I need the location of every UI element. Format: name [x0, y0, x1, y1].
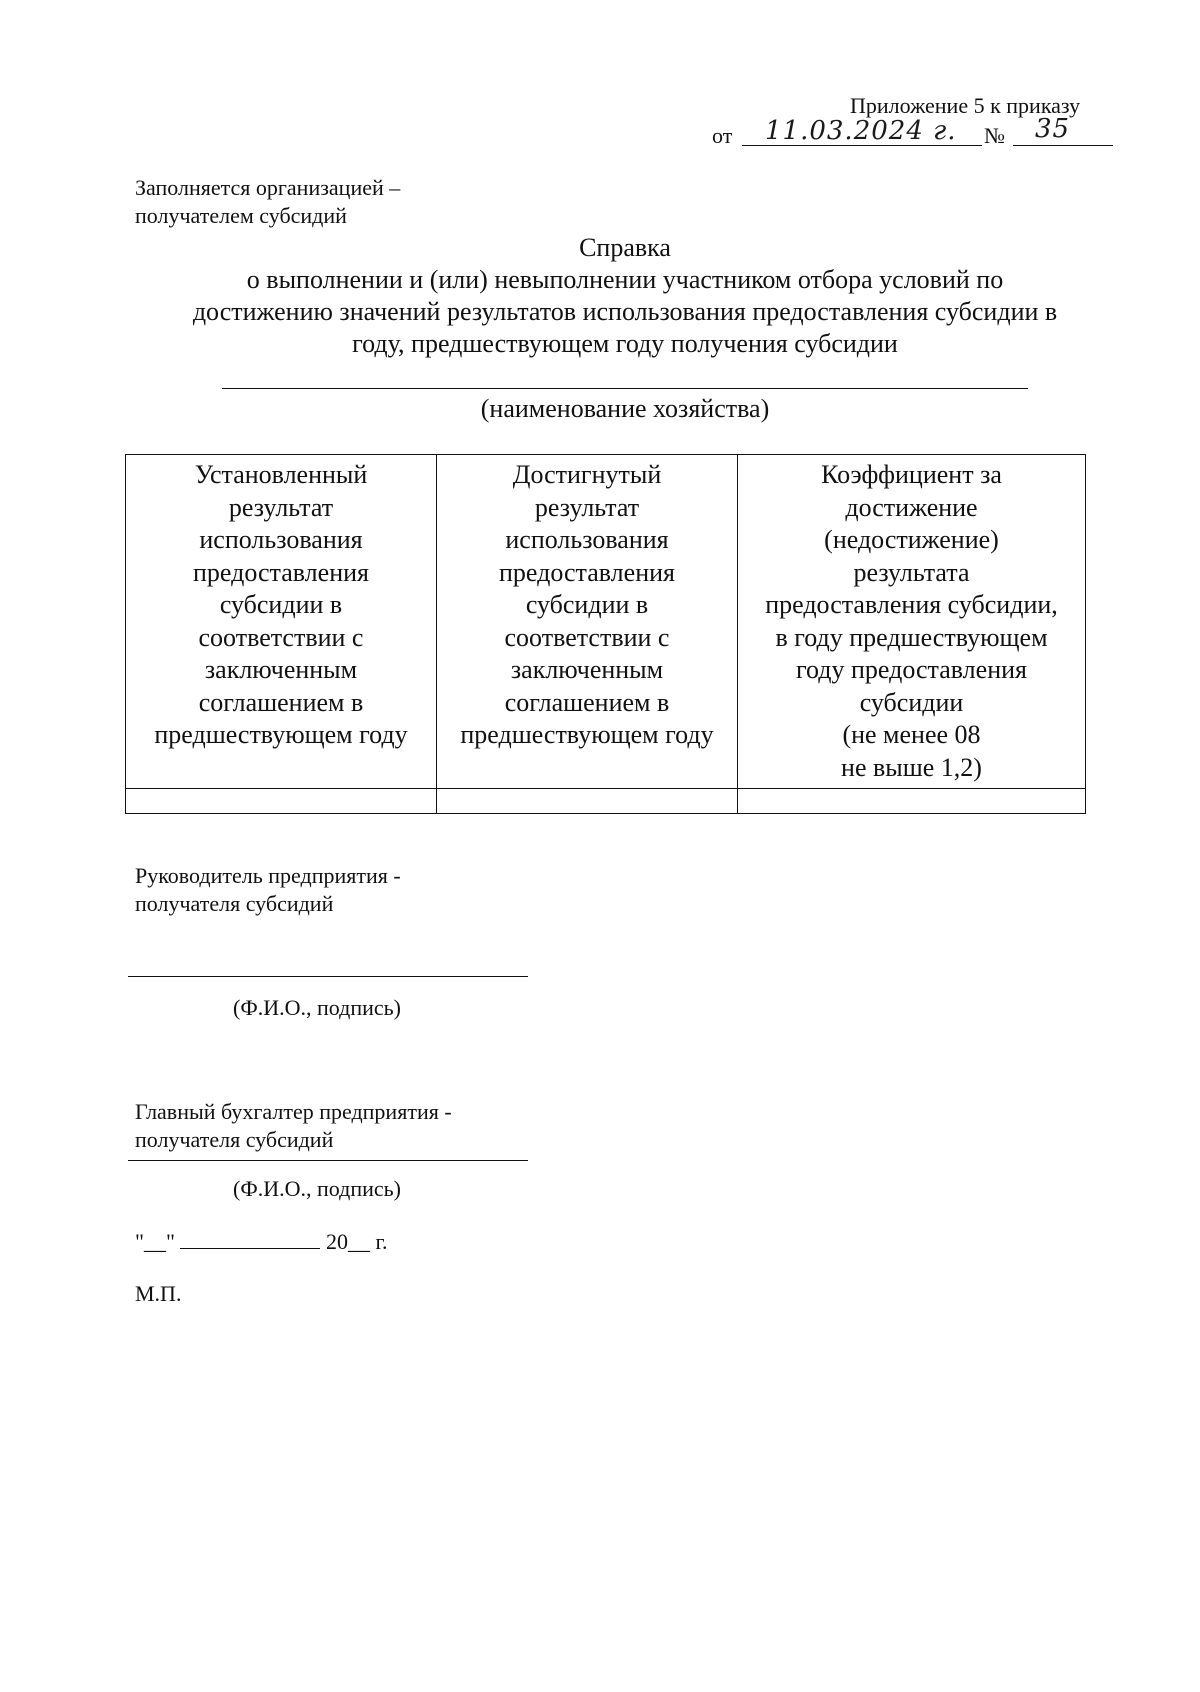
header-established-result: Установленный результат использования предоставления субсидии в соответствии с заключенным соглашением в предшествующем году — [126, 455, 437, 789]
accountant-signature-line — [128, 1160, 528, 1161]
table-empty-row — [126, 789, 1086, 814]
header-coefficient: Коэффициент за достижение (недостижение) результата предоставления субсидии, в году предшествующем году предоставления субсидии (не менее 08 не выше 1,2) — [738, 455, 1086, 789]
day-blank: __ — [143, 1229, 166, 1254]
farm-name-caption: (наименование хозяйства) — [480, 394, 770, 423]
header-achieved-result: Достигнутый результат использования предоставления субсидии в соответствии с заключенным соглашением в предшествующем году — [437, 455, 738, 789]
empty-cell — [437, 789, 738, 814]
accountant-label-line1: Главный бухгалтер предприятия - — [135, 1099, 452, 1124]
month-blank — [180, 1230, 320, 1249]
title-line1: о выполнении и (или) невыполнении участником отбора условий по — [246, 265, 1004, 294]
quote-open: " — [135, 1229, 144, 1254]
empty-cell — [126, 789, 437, 814]
document-heading: Справка — [579, 233, 671, 262]
empty-cell — [738, 789, 1086, 814]
number-underline — [1013, 145, 1113, 146]
filled-by-line2: получателем субсидий — [135, 203, 347, 228]
farm-name-line — [222, 388, 1028, 389]
filled-by-line1: Заполняется организацией – — [135, 175, 401, 200]
signing-date-line — [135, 1228, 388, 1256]
results-table — [125, 454, 1086, 814]
year-suffix: г. — [375, 1229, 388, 1254]
accountant-label-line2: получателя субсидий — [135, 1127, 334, 1152]
title-line2: достижению значений результатов использования предоставления субсидии в — [192, 297, 1058, 326]
stamp-place: М.П. — [135, 1281, 182, 1306]
quote-close: " — [165, 1229, 175, 1254]
number-label: № — [984, 123, 1005, 148]
table-header-row — [126, 455, 1086, 789]
title-line3: году, предшествующем году получения субсидии — [352, 329, 898, 358]
director-label-line2: получателя субсидий — [135, 891, 334, 916]
year-prefix: 20 — [325, 1229, 348, 1254]
director-signature-caption: (Ф.И.О., подпись) — [233, 995, 401, 1020]
year-blank: __ — [347, 1229, 370, 1254]
accountant-signature-caption: (Ф.И.О., подпись) — [233, 1176, 401, 1201]
handwritten-number: 35 — [1035, 114, 1071, 144]
appendix-label: Приложение 5 к приказу — [850, 93, 1081, 118]
director-label-line1: Руководитель предприятия - — [135, 863, 401, 888]
from-label: от — [712, 123, 733, 148]
director-signature-line — [128, 976, 528, 977]
handwritten-date: 11.03.2024 г. — [765, 116, 957, 146]
